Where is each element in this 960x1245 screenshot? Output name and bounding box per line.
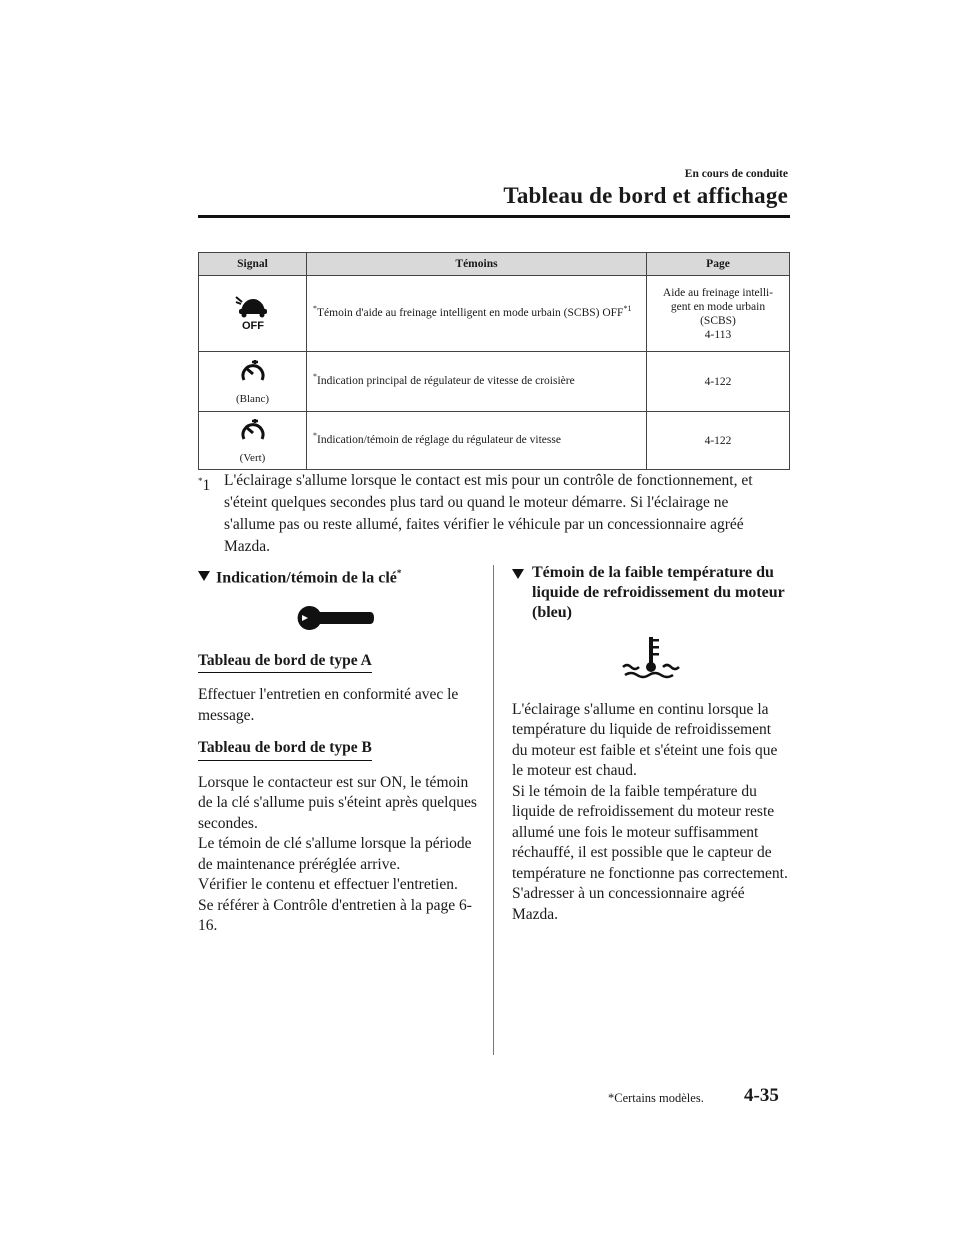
temoin-text: Témoin d'aide au freinage intelligent en mode urbain (SCBS) OFF xyxy=(317,307,624,319)
footnote xyxy=(198,470,778,558)
cruise-control-icon xyxy=(238,417,268,447)
svg-text:OFF: OFF xyxy=(241,320,264,331)
subheading-type-a: Tableau de bord de type A xyxy=(198,651,372,674)
subheading-type-b: Tableau de bord de type B xyxy=(198,738,372,761)
page-ref[interactable]: 4-113 xyxy=(704,328,732,341)
chapter-title: Tableau de bord et affichage xyxy=(503,183,788,208)
asterisk-mark: * xyxy=(313,431,317,441)
temoin-text: Indication principal de régulateur de vitesse de croisière xyxy=(317,375,575,387)
page-cell xyxy=(647,276,790,352)
col-header-signal: Signal xyxy=(199,253,307,276)
signal-table xyxy=(198,252,790,470)
section-heading xyxy=(512,563,790,623)
footnote-ref: *1 xyxy=(623,304,632,314)
section-title: En cours de conduite xyxy=(684,168,788,180)
page-line: Aide au freinage intelli- xyxy=(662,286,774,299)
cruise-control-icon xyxy=(238,358,268,388)
table-header-row xyxy=(199,253,790,276)
section-heading xyxy=(198,563,478,588)
signal-cell xyxy=(199,352,307,412)
header-rule xyxy=(198,215,790,218)
col-header-page: Page xyxy=(647,253,790,276)
temoin-cell xyxy=(307,412,647,470)
coolant-temperature-icon xyxy=(619,635,790,686)
page-ref[interactable]: 4-122 xyxy=(704,434,732,447)
table-row xyxy=(199,352,790,412)
page-number: 4-35 xyxy=(744,1085,779,1106)
heading-text: Indication/témoin de la clé xyxy=(216,569,397,587)
heading-text: Témoin de la faible température du liquide de refroidissement du moteur (bleu) xyxy=(532,564,785,621)
temoin-cell xyxy=(307,276,647,352)
paragraph: Vérifier le contenu et effectuer l'entretien. xyxy=(198,876,458,894)
signal-label: (Blanc) xyxy=(236,393,269,405)
right-column xyxy=(512,563,790,925)
footnote-text: L'éclairage s'allume lorsque le contact est mis pour un contrôle de fonctionnement, et s'éteint quelques secondes plus tard ou quand le moteur démarre. Si l'éclairage ne s'allume pas ou reste allumé, faites vérifier le véhicule par un concessionnaire agréé Mazda. xyxy=(224,472,753,555)
paragraph: Se référer à Contrôle d'entretien à la page 6-16. xyxy=(198,896,472,935)
page-cell xyxy=(647,352,790,412)
signal-cell xyxy=(199,412,307,470)
asterisk-mark: * xyxy=(313,372,317,382)
table-row xyxy=(199,276,790,352)
page-ref[interactable]: 4-122 xyxy=(704,375,732,388)
paragraph: Si le témoin de la faible température du liquide de refroidissement du moteur reste allumé une fois le moteur suffisamment réchauffé, il est possible que le capteur de température ne fonctionne pas correctement. S'adresser à un concessionnaire agréé Mazda. xyxy=(512,782,788,923)
signal-cell xyxy=(199,276,307,352)
triangle-bullet-icon xyxy=(198,571,210,581)
signal-label: (Vert) xyxy=(239,452,266,464)
models-note: *Certains modèles. xyxy=(608,1091,704,1105)
temoin-cell xyxy=(307,352,647,412)
paragraph: Le témoin de clé s'allume lorsque la période de maintenance préréglée arrive. xyxy=(198,835,472,873)
page-cell xyxy=(647,412,790,470)
scbs-off-icon xyxy=(233,293,273,331)
wrench-icon xyxy=(296,602,478,641)
col-header-temoins: Témoins xyxy=(307,253,647,276)
paragraph: Lorsque le contacteur est sur ON, le témoin de la clé s'allume puis s'éteint après quelques secondes. xyxy=(198,773,477,832)
triangle-bullet-icon xyxy=(512,569,524,579)
asterisk-mark: * xyxy=(313,304,317,314)
footnote-mark: *1 xyxy=(198,476,211,495)
asterisk-mark: * xyxy=(396,568,402,578)
left-column xyxy=(198,563,478,937)
paragraph: L'éclairage s'allume en continu lorsque la température du liquide de refroidissement du moteur est faible et s'éteint une fois que le moteur est chaud. xyxy=(512,700,778,779)
paragraph: Effectuer l'entretien en conformité avec le message. xyxy=(198,686,459,724)
page-line: gent en mode urbain xyxy=(670,300,766,313)
column-divider xyxy=(493,565,494,1055)
table-row xyxy=(199,412,790,470)
temoin-text: Indication/témoin de réglage du régulateur de vitesse xyxy=(317,434,561,446)
page-line: (SCBS) xyxy=(700,314,736,327)
